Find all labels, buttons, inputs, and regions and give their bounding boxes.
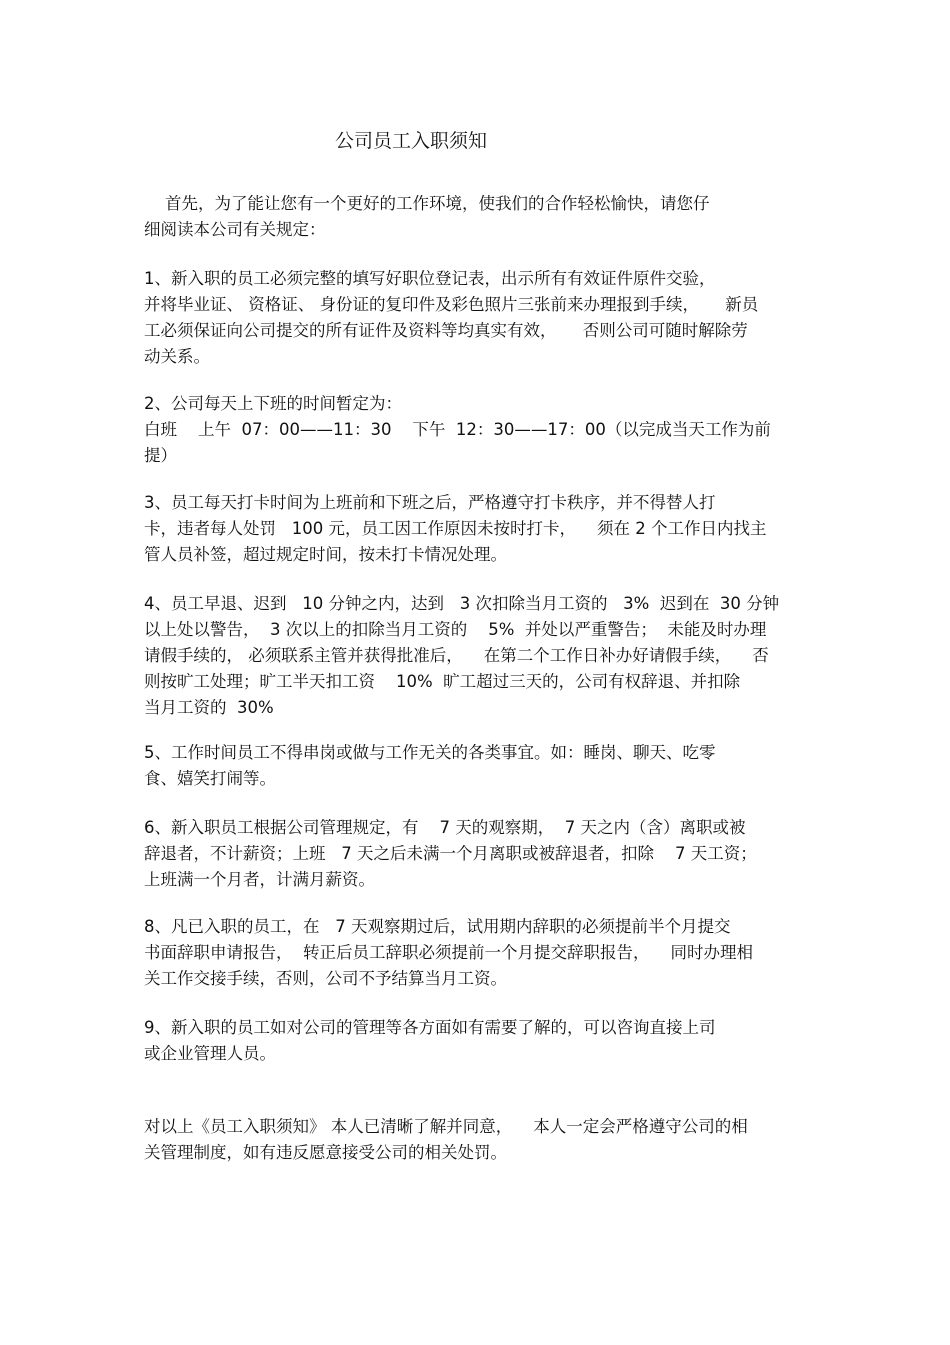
text-line: 或企业管理人员。 xyxy=(144,1044,276,1063)
rule-item-9 xyxy=(144,1015,814,1067)
text-line: 关管理制度，如有违反愿意接受公司的相关处罚。 xyxy=(144,1143,507,1162)
text-line: 2、公司每天上下班的时间暂定为： xyxy=(144,394,402,413)
text-line: 关工作交接手续，否则，公司不予结算当月工资。 xyxy=(144,969,507,988)
rule-item-3 xyxy=(144,490,814,568)
rule-item-2 xyxy=(144,391,814,469)
text-line: 1、新入职的员工必须完整的填写好职位登记表，出示所有有效证件原件交验， xyxy=(144,269,716,288)
text-line: 以上处以警告， 3 次以上的扣除当月工资的 5% 并处以严重警告； 未能及时办理 xyxy=(144,620,767,639)
text-line: 书面辞职申请报告， 转正后员工辞职必须提前一个月提交辞职报告， 同时办理相 xyxy=(144,943,753,962)
rule-item-5 xyxy=(144,740,814,792)
document-title: 公司员工入职须知 xyxy=(335,130,488,152)
text-line: 9、新入职的员工如对公司的管理等各方面如有需要了解的，可以咨询直接上司 xyxy=(144,1018,716,1037)
text-line: 卡，违者每人处罚 100 元，员工因工作原因未按时打卡， 须在 2 个工作日内找主 xyxy=(144,519,767,538)
text-line: 食、嬉笑打闹等。 xyxy=(144,769,276,788)
text-line: 3、员工每天打卡时间为上班前和下班之后，严格遵守打卡秩序，并不得替人打 xyxy=(144,493,716,512)
rule-item-8 xyxy=(144,914,814,992)
text-line: 白班 上午 07：00——11：30 下午 12：30——17：00（以完成当天工作为前 xyxy=(144,420,771,439)
intro-paragraph xyxy=(144,191,814,243)
text-line: 工必须保证向公司提交的所有证件及资料等均真实有效， 否则公司可随时解除劳 xyxy=(144,321,748,340)
text-line: 5、工作时间员工不得串岗或做与工作无关的各类事宜。如：睡岗、聊天、吃零 xyxy=(144,743,716,762)
text-line: 请假手续的， 必须联系主管并获得批准后， 在第二个工作日补办好请假手续， 否 xyxy=(144,646,769,665)
text-line: 管人员补签，超过规定时间，按未打卡情况处理。 xyxy=(144,545,507,564)
text-line: 并将毕业证、 资格证、 身份证的复印件及彩色照片三张前来办理报到手续， 新员 xyxy=(144,295,759,314)
closing-statement xyxy=(144,1114,814,1166)
text-line: 则按旷工处理；旷工半天扣工资 10% 旷工超过三天的，公司有权辞退、并扣除 xyxy=(144,672,741,691)
text-line: 首先，为了能让您有一个更好的工作环境，使我们的合作轻松愉快，请您仔 xyxy=(144,194,710,213)
text-line: 细阅读本公司有关规定： xyxy=(144,220,326,239)
rule-item-4 xyxy=(144,591,814,721)
text-line: 4、员工早退、迟到 10 分钟之内，达到 3 次扣除当月工资的 3% 迟到在 30 分钟 xyxy=(144,594,780,613)
text-line: 当月工资的 30% xyxy=(144,698,274,717)
text-line: 动关系。 xyxy=(144,347,210,366)
text-line: 提） xyxy=(144,446,177,465)
text-line: 6、新入职员工根据公司管理规定，有 7 天的观察期， 7 天之内（含）离职或被 xyxy=(144,818,746,837)
text-line: 对以上《员工入职须知》 本人已清晰了解并同意， 本人一定会严格遵守公司的相 xyxy=(144,1117,748,1136)
text-line: 辞退者，不计薪资；上班 7 天之后未满一个月离职或被辞退者，扣除 7 天工资； xyxy=(144,844,757,863)
text-line: 上班满一个月者，计满月薪资。 xyxy=(144,870,375,889)
rule-item-6 xyxy=(144,815,814,893)
rule-item-1 xyxy=(144,266,814,370)
text-line: 8、凡已入职的员工，在 7 天观察期过后，试用期内辞职的必须提前半个月提交 xyxy=(144,917,731,936)
